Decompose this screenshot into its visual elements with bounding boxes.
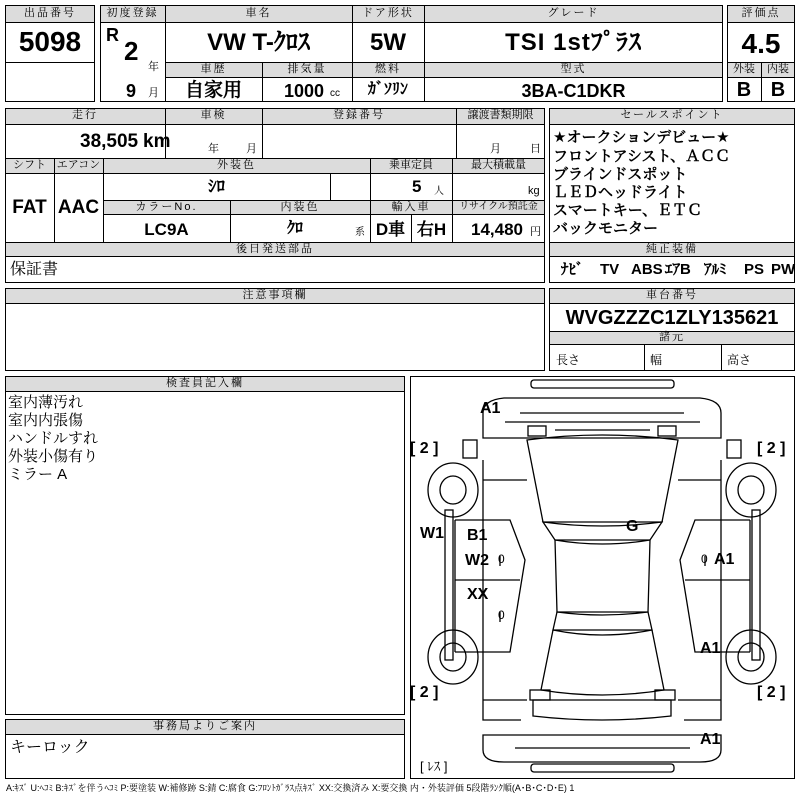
inspector-note-3: ハンドルすれ (8, 430, 99, 447)
deadline-day-unit: 日 (530, 143, 541, 155)
office-note: キーロック (10, 739, 90, 756)
capacity-label: 乗車定員 (389, 159, 433, 171)
tire-front-right: [ 2 ] (757, 440, 786, 457)
tire-rear-left: [ 2 ] (410, 684, 439, 701)
mark-a1-rear: A1 (700, 731, 721, 748)
sales-point-1: ★オークションデビュー★ (553, 129, 730, 146)
shift-type: FAT (12, 197, 47, 218)
mark-a1-right: A1 (714, 551, 735, 568)
mark-g: G (626, 518, 639, 535)
model-code: 3BA-C1DKR (521, 81, 626, 101)
later-parts-label: 後日発送部品 (236, 243, 314, 255)
fuel-label: 燃料 (375, 63, 401, 75)
mileage-label: 走行 (72, 109, 98, 121)
first-reg-label: 初度登録 (106, 7, 159, 19)
office-label: 事務局よりご案内 (153, 720, 257, 732)
mark-a1-front: A1 (480, 400, 501, 417)
inspector-note-5: ミラー A (8, 466, 68, 483)
deadline-label: 譲渡書類期限 (467, 109, 534, 121)
grade-label: グレード (547, 7, 600, 19)
height-label: 高さ (727, 353, 752, 367)
car-name: VW T-ｸﾛｽ (207, 29, 310, 56)
exterior-label: 外装 (733, 63, 755, 75)
recycle-deposit: 14,480 (471, 220, 523, 239)
interior-label: 内装 (767, 63, 789, 75)
sales-point-5: スマートキー、ＥＴＣ (553, 202, 703, 219)
tire-rear-right: [ 2 ] (757, 684, 786, 701)
equipment-tv: TV (600, 261, 620, 278)
model-label: 型式 (560, 63, 587, 75)
car-name-label: 車名 (245, 7, 272, 19)
color-no-label: カラーNo. (135, 201, 198, 213)
history-label: 車歴 (200, 63, 227, 75)
mark-xx: XX (467, 586, 489, 603)
ext-color: ｼﾛ (208, 177, 225, 196)
length-label: 長さ (556, 353, 581, 367)
legend: A:ｷｽﾞ U:ﾍｺﾐ B:ｷｽﾞを伴うﾍｺﾐ P:要塗装 W:補修跡 S:錆 C:腐食 G:ﾌﾛﾝﾄｶﾞﾗｽ点ｷｽﾞ XX:交換済み X:要交換 内・外装評価 5段階ﾗﾝｸ順(A･B･C･D･E) 1 (6, 783, 575, 793)
era: R (106, 25, 119, 45)
tire-front-left: [ 2 ] (410, 440, 439, 457)
inspection-year-unit: 年 (208, 143, 219, 155)
chassis-number: WVGZZZC1ZLY135621 (565, 307, 779, 329)
capacity: 5 (412, 177, 422, 196)
lot-number: 5098 (18, 26, 82, 57)
mark-w1: W1 (420, 525, 444, 542)
score-label: 評価点 (741, 7, 781, 19)
fuel-type: ｶﾞｿﾘﾝ (367, 81, 408, 98)
reg-month: 9 (126, 81, 137, 101)
reg-year: 2 (124, 36, 139, 66)
handle-left-rear: 0 (498, 608, 505, 622)
sales-point-label: セールスポイント (620, 109, 724, 121)
sales-point-3: ブラインドスポット (553, 166, 688, 183)
inspector-label: 検査員記入欄 (166, 377, 244, 389)
displacement-unit: cc (330, 88, 340, 99)
lot-no-label: 出品番号 (24, 7, 76, 19)
mileage-unit: km (143, 131, 171, 152)
mileage: 38,505 (80, 131, 139, 152)
mark-b1: B1 (467, 527, 488, 544)
reg-no-label: 登録番号 (333, 109, 385, 121)
deadline-month-unit: 月 (490, 143, 501, 155)
max-load-label: 最大積載量 (471, 159, 526, 171)
recycle-unit: 円 (530, 226, 541, 238)
handle-right-front: 0 (701, 552, 708, 566)
sales-point-2: フロントアシスト、ＡＣＣ (553, 148, 731, 165)
car-history: 自家用 (184, 80, 242, 101)
equipment-alloy: ｱﾙﾐ (704, 261, 727, 278)
int-color-unit: 系 (355, 227, 365, 238)
import-label: 輸入車 (391, 201, 431, 213)
door-type: 5W (370, 29, 406, 56)
color-no: LC9A (144, 220, 189, 239)
equipment-navi: ﾅﾋﾞ (561, 261, 584, 278)
aircon-label: エアコン (56, 159, 101, 171)
shift-label: シフト (13, 159, 46, 171)
grade: TSI 1stﾌﾟﾗｽ (505, 29, 642, 56)
equipment-ps: PS (744, 261, 765, 278)
displacement-label: 排気量 (287, 63, 327, 75)
int-color-label: 内装色 (280, 201, 320, 213)
door-label: ドア形状 (362, 7, 414, 19)
import-type: D車 (375, 220, 406, 239)
mark-a1-rear-right: A1 (700, 640, 721, 657)
auction-score: 4.5 (741, 28, 781, 59)
capacity-unit: 人 (434, 186, 444, 197)
notes-label: 注意事項欄 (242, 289, 308, 301)
inspector-note-2: 室内内張傷 (8, 412, 84, 429)
steering-side: 右H (416, 220, 447, 239)
inspector-note-4: 外装小傷有り (8, 448, 99, 465)
interior-grade: B (770, 79, 786, 101)
ext-color-label: 外装色 (217, 159, 256, 171)
equipment-pw: PW (771, 261, 796, 278)
equipment-airbag: ｴｱB (665, 261, 691, 278)
chassis-label: 車台番号 (646, 289, 698, 301)
later-parts: 保証書 (10, 261, 59, 278)
mark-res: [ ﾚｽ ] (420, 759, 448, 774)
aircon-type: AAC (57, 197, 100, 218)
displacement: 1000 (284, 81, 325, 101)
mark-w2: W2 (465, 552, 489, 569)
sales-point-6: バックモニター (553, 220, 659, 237)
recycle-label: リサイクル預託金 (459, 201, 538, 212)
inspection-month-unit: 月 (246, 143, 257, 155)
int-color: ｸﾛ (286, 220, 303, 237)
handle-left-front: 0 (498, 552, 505, 566)
equipment-abs: ABS (631, 261, 663, 278)
inspector-note-1: 室内薄汚れ (8, 394, 84, 411)
month-unit: 月 (148, 87, 159, 99)
year-unit: 年 (148, 61, 159, 73)
exterior-grade: B (736, 79, 752, 101)
width-label: 幅 (650, 353, 663, 367)
sales-point-4: ＬＥＤヘッドライト (553, 184, 688, 201)
equipment-label: 純正装備 (646, 243, 698, 255)
load-unit: kg (528, 185, 540, 197)
spec-label: 諸元 (659, 331, 685, 343)
inspection-label: 車検 (200, 109, 227, 121)
